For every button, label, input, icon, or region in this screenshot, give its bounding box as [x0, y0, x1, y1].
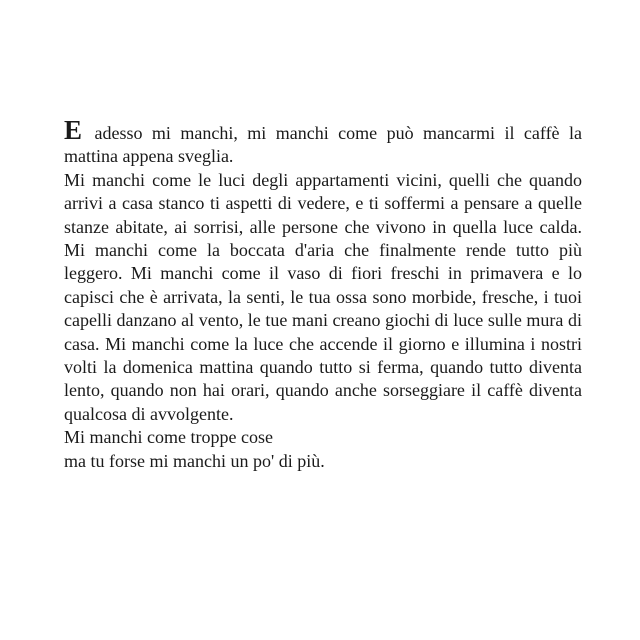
closing-line-2: ma tu forse mi manchi un po' di più. [64, 450, 325, 471]
paragraph-opening [64, 115, 582, 169]
opening-text: adesso mi manchi, mi manchi come può mancarmi il caffè la mattina appena sveglia. [64, 123, 582, 167]
paragraph-main: Mi manchi come le luci degli appartamenti vicini, quelli che quando arrivi a casa stanco ti aspetti di vedere, e ti soffermi a pensare a quelle stanze abitate, ai sorrisi, alle persone che vivono in quella luce calda. Mi manchi come la boccata d'aria che finalmente rende tutto più leggero. Mi manchi come il vaso di fiori freschi in primavera e lo capisci che è arrivata, la senti, le tua ossa sono morbide, fresche, i tuoi capelli danzano al vento, le tue mani creano giochi di luce sulle mura di casa. Mi manchi come la luce che accende il giorno e illumina i nostri volti la domenica mattina quando tutto si ferma, quando tutto diventa lento, quando non hai orari, quando anche sorseggiare il caffè diventa qualcosa di avvolgente. [64, 169, 582, 424]
drop-cap: E [64, 115, 83, 145]
poem-text-block [64, 115, 582, 473]
closing-line-1: Mi manchi come troppe cose [64, 427, 273, 448]
